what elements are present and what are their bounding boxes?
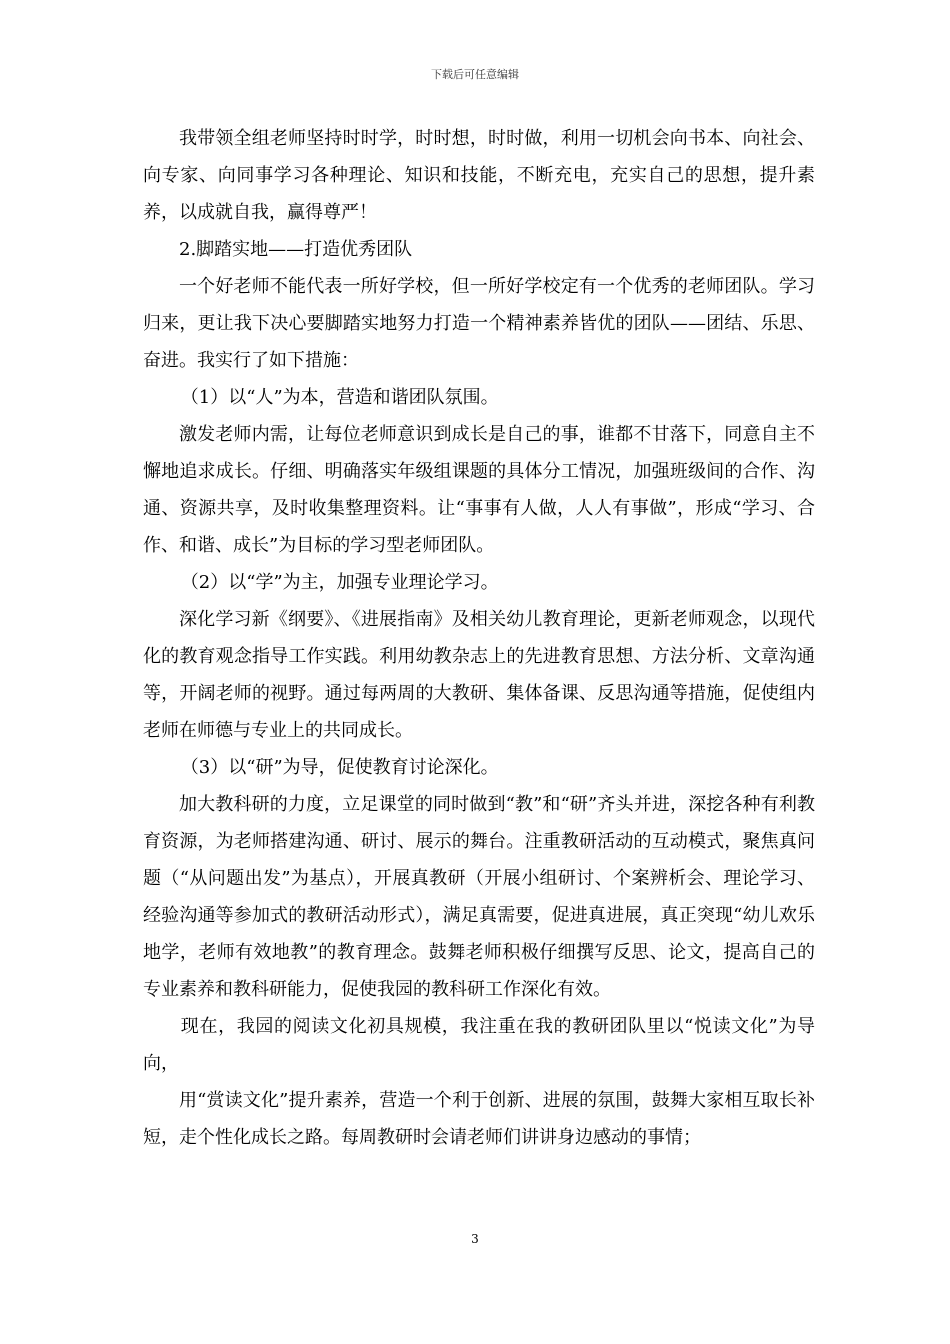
measure-heading-2: （2）以“学”为主，加强专业理论学习。 (180, 572, 499, 593)
page-number: 3 (471, 1232, 479, 1246)
paragraph-reading-culture: 现在，我园的阅读文化初具规模，我注重在我的教研团队里以“悦读文化”为导向， (143, 1016, 815, 1074)
paragraph-measure-3: 加大教科研的力度，立足课堂的同时做到“教”和“研”齐头并进，深挖各种有利教育资源，为老师搭建沟通、研讨、展示的舞台。注重教研活动的互动模式，聚焦真问题（“从问题出发”为基点），开展真教研（开展小组研讨、个案辨析会、理论学习、经验沟通等参加式的教研活动形式），满足真需要，促进真进展，真正突现“幼儿欢乐地学，老师有效地教”的教育理念。鼓舞老师积极仔细撰写反思、论文，提高自己的专业素养和教科研能力，促使我园的教科研工作深化有效。 (143, 794, 815, 1000)
section-heading-team: 2.脚踏实地——打造优秀团队 (179, 239, 413, 260)
page-header: 下载后可任意编辑 (431, 68, 519, 81)
measure-heading-3: （3）以“研”为导，促使教育讨论深化。 (180, 757, 499, 778)
paragraph-study: 我带领全组老师坚持时时学，时时想，时时做，利用一切机会向书本、向社会、向专家、向同事学习各种理论、知识和技能，不断充电，充实自己的思想，提升素养，以成就自我，赢得尊严！ (143, 128, 815, 223)
paragraph-measure-2: 深化学习新《纲要》、《进展指南》及相关幼儿教育理论，更新老师观念，以现代化的教育观念指导工作实践。利用幼教杂志上的先进教育思想、方法分析、文章沟通等，开阔老师的视野。通过每两周的大教研、集体备课、反思沟通等措施，促使组内老师在师德与专业上的共同成长。 (143, 609, 815, 741)
measure-heading-1: （1）以“人”为本，营造和谐团队氛围。 (180, 387, 499, 408)
paragraph-appreciation: 用“赏读文化”提升素养，营造一个利于创新、进展的氛围，鼓舞大家相互取长补短，走个性化成长之路。每周教研时会请老师们讲讲身边感动的事情； (143, 1090, 815, 1148)
document-body (143, 120, 815, 1156)
paragraph-team-intro: 一个好老师不能代表一所好学校，但一所好学校定有一个优秀的老师团队。学习归来，更让我下决心要脚踏实地努力打造一个精神素养皆优的团队——团结、乐思、奋进。我实行了如下措施： (143, 276, 815, 371)
paragraph-measure-1: 激发老师内需，让每位老师意识到成长是自己的事，谁都不甘落下，同意自主不懈地追求成长。仔细、明确落实年级组课题的具体分工情况，加强班级间的合作、沟通、资源共享，及时收集整理资料。让“事事有人做，人人有事做”，形成“学习、合作、和谐、成长”为目标的学习型老师团队。 (143, 424, 815, 556)
